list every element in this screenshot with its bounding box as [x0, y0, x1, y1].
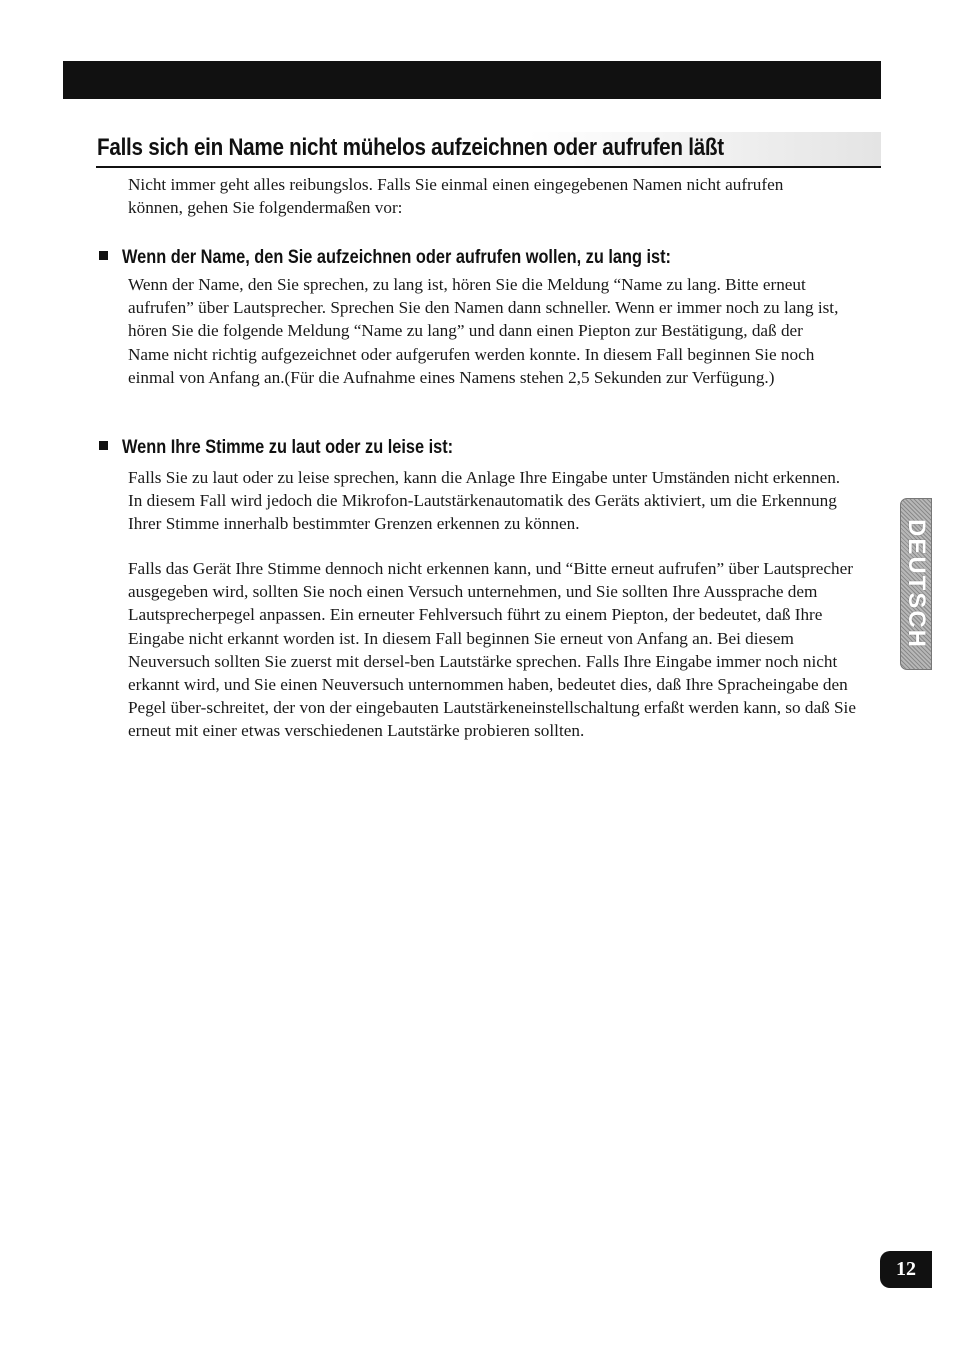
- section-heading-name-too-long: Wenn der Name, den Sie aufzeichnen oder aufrufen wollen, zu lang ist:: [99, 247, 760, 269]
- page-number: 12: [880, 1251, 932, 1288]
- section-title-bar: [96, 132, 881, 168]
- section-heading-voice-volume: Wenn Ihre Stimme zu laut oder zu leise ist:: [99, 437, 507, 459]
- bullet-square-icon: [99, 251, 108, 260]
- section-paragraph-voice-volume-1: Falls Sie zu laut oder zu leise sprechen, kann die Anlage Ihre Eingabe unter Umständen nicht erkennen. In diesem Fall wird jedoch die Mikrofon-Lautstärkenautomatik des Geräts aktiviert, um die Erkennung Ihrer Stimme innerhalb bestimmter Grenzen erkennen zu können.: [128, 468, 841, 534]
- language-label: DEUTSCH: [903, 518, 930, 650]
- header-bar: [63, 61, 881, 99]
- intro-paragraph: Nicht immer geht alles reibungslos. Falls Sie einmal einen eingegebenen Namen nicht aufrufen können, gehen Sie folgendermaßen vor:: [128, 175, 784, 218]
- section-paragraph-name-too-long: Wenn der Name, den Sie sprechen, zu lang ist, hören Sie die Meldung “Name zu lang. Bitte erneut aufrufen” über Lautsprecher. Sprechen Sie den Namen dann schneller. Wenn er immer noch zu lang ist, hören Sie die folgende Meldung “Name zu lang” und dann einen Piepton zur Bestätigung, daß der Name nicht richtig aufgezeichnet oder aufgerufen werden konnte. In diesem Fall beginnen Sie noch einmal von Anfang an.(Für die Aufnahme eines Namens stehen 2,5 Sekunden zur Verfügung.): [128, 275, 839, 387]
- bullet-square-icon: [99, 441, 108, 450]
- language-side-tab: [900, 498, 932, 670]
- section-paragraph-voice-volume-2: Falls das Gerät Ihre Stimme dennoch nicht erkennen kann, und “Bitte erneut aufrufen” über Lautsprecher ausgegeben wird, sollten Sie noch einen Versuch unternehmen, und Sie sollten Ihre Aussprache dem Lautsprecherpegel anpassen. Ein erneuter Fehlversuch führt zu einem Piepton, der bedeutet, daß Ihre Eingabe nicht erkannt worden ist. In diesem Fall beginnen Sie erneut von Anfang an. Bei diesem Neuversuch sollten Sie zuerst mit dersel-ben Lautstärke sprechen. Falls Ihre Eingabe immer noch nicht erkannt wird, und Sie einen Neuversuch unternommen haben, bedeutet dies, daß Ihre Spracheingabe den Pegel über-schreitet, der von der eingebauten Lautstärkeneinstellschaltung erfaßt werden kann, so daß Sie erneut mit einer etwas verschiedenen Lautstärke probieren sollten.: [128, 559, 856, 741]
- page-title: Falls sich ein Name nicht mühelos aufzeichnen oder aufrufen läßt: [97, 134, 724, 161]
